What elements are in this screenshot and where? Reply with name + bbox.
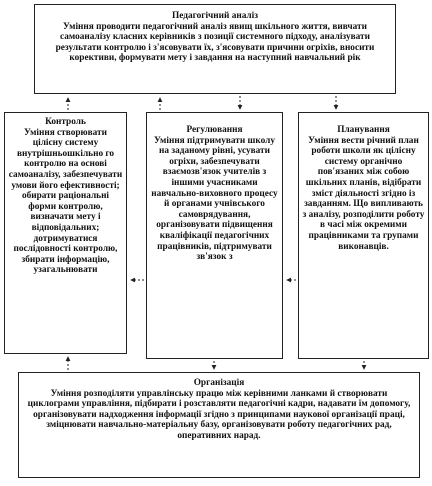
- control-box: [4, 112, 127, 354]
- analysis-text: Уміння проводити педагогічний аналіз явищ шкільного життя, вивчати самоаналізу класних керівників з позиції системного підходу, аналізувати результати контролю і з'ясовувати їх, з'ясовувати причини огріхів, вносити корективи, формувати мету і завдання на наступний навчальний рік: [55, 21, 375, 64]
- analysis-box: [34, 4, 396, 94]
- organization-title: Організація: [193, 378, 245, 388]
- planning-text: Уміння вести річний план роботи школи як цілісну систему органічно пов'язаних між собою шкільних планів, відібрати зміст діяльності згідно із завданням. Що випливають з аналізу, розподілити роботу в часі між окремими працівниками та групами виконавців.: [302, 135, 425, 252]
- planning-box: [298, 112, 429, 359]
- regulation-box: [146, 112, 283, 359]
- control-title: Контроль: [45, 117, 86, 127]
- regulation-text: Уміння підтримувати школу на заданому рівні, усувати огріхи, забезпечувати взаємозв'язок учителів з іншими учасниками навчально-виховного процесу й органами учнівського самоврядування, організовувати підвищення кваліфікації педагогічних працівників, підтримувати зв'язок з: [151, 135, 278, 263]
- planning-title: Планування: [337, 125, 390, 135]
- control-text: Уміння створювати цілісну систему внутрішньошкільно го контролю на основі самоаналізу, забезпечувати умови його ефективності; обирати раціональні форми контролю, визначати мету і відповідальних; дотримуватися послідовності контролю, збирати інформацію, узагальнювати: [8, 127, 123, 276]
- regulation-title: Регулювання: [186, 125, 243, 135]
- organization-text: Уміння розподіляти управлінську працю між керівними ланками й створювати циклограми управління, підбирати і розставляти педагогічні кадри, надавати їм допомогу, організовувати надходження інформації згідно з принципами наукової організації праці, зміцнювати навчально-матеріальну базу, організовувати роботу педагогічних рад, оперативних нарад.: [27, 388, 411, 441]
- analysis-title: Педагогічний аналіз: [172, 11, 258, 21]
- organization-box: [18, 372, 420, 478]
